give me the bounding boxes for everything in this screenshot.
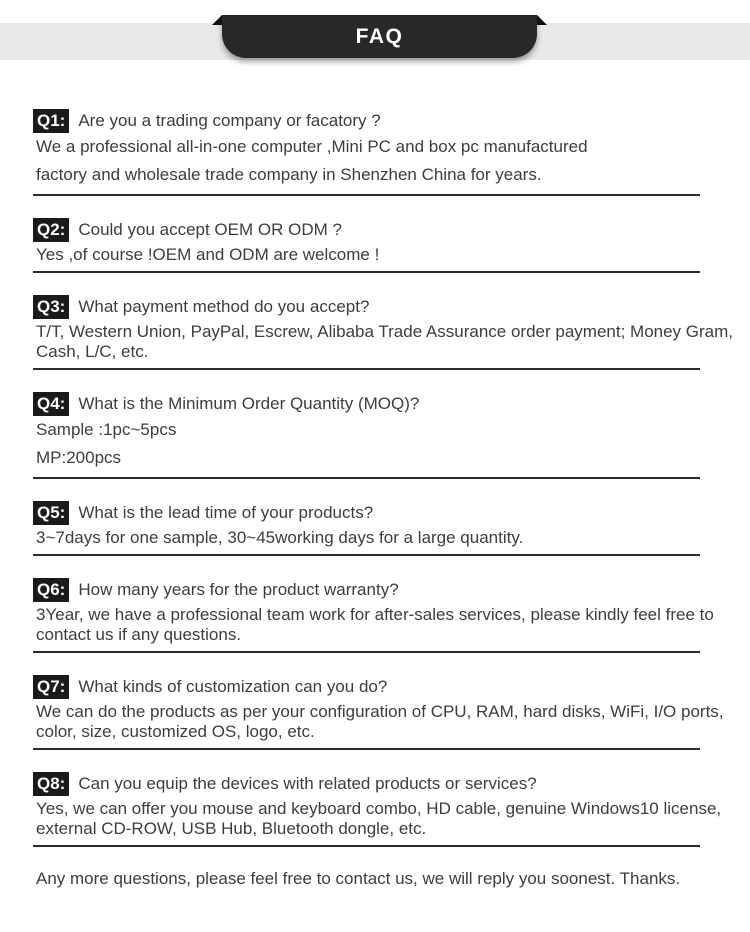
- question-badge: Q6:: [33, 578, 69, 602]
- question-text: Can you equip the devices with related products or services?: [78, 774, 537, 793]
- answer-text: [36, 799, 722, 839]
- separator-line: [33, 271, 700, 273]
- separator-line: [33, 651, 700, 653]
- question-row: [33, 772, 700, 796]
- answer-text: [36, 528, 700, 548]
- question-badge: Q3:: [33, 295, 69, 319]
- separator-line: [33, 845, 700, 847]
- faq-item: [33, 218, 700, 273]
- question-text: What is the Minimum Order Quantity (MOQ)?: [78, 394, 420, 413]
- question-badge: Q4:: [33, 392, 69, 416]
- question-row: [33, 578, 700, 602]
- question-row: [33, 501, 700, 525]
- faq-ribbon: [222, 15, 537, 58]
- faq-header: [0, 0, 750, 62]
- answer-line: We a professional all-in-one computer ,Mini PC and box pc manufactured: [36, 137, 588, 156]
- question-row: [33, 392, 700, 416]
- separator-line: [33, 554, 700, 556]
- question-row: [33, 675, 700, 699]
- answer-text: [36, 322, 733, 362]
- question-text: Could you accept OEM OR ODM ?: [78, 220, 342, 239]
- faq-item: [33, 501, 700, 556]
- separator-line: [33, 748, 700, 750]
- answer-line: Yes, we can offer you mouse and keyboard combo, HD cable, genuine Windows10 license,: [36, 799, 722, 818]
- question-text: What kinds of customization can you do?: [78, 677, 388, 696]
- question-text: What payment method do you accept?: [78, 297, 370, 316]
- faq-content: [0, 62, 750, 889]
- answer-text: [36, 605, 714, 645]
- question-badge: Q5:: [33, 501, 69, 525]
- faq-item: [33, 578, 714, 653]
- separator-line: [33, 477, 700, 479]
- faq-list: [33, 109, 733, 847]
- question-row: [33, 295, 700, 319]
- answer-text: [36, 420, 700, 468]
- question-badge: Q2:: [33, 218, 69, 242]
- answer-line: Yes ,of course !OEM and ODM are welcome !: [36, 245, 380, 264]
- separator-line: [33, 194, 700, 196]
- answer-line: contact us if any questions.: [36, 625, 242, 644]
- question-badge: Q8:: [33, 772, 69, 796]
- footer-note: Any more questions, please feel free to contact us, we will reply you soonest. Thanks.: [36, 869, 681, 888]
- answer-line: color, size, customized OS, logo, etc.: [36, 722, 315, 741]
- answer-line: external CD-ROW, USB Hub, Bluetooth dongle, etc.: [36, 819, 427, 838]
- question-badge: Q7:: [33, 675, 69, 699]
- faq-item: [33, 109, 700, 196]
- answer-line: 3~7days for one sample, 30~45working days for a large quantity.: [36, 528, 524, 547]
- answer-text: [36, 245, 700, 265]
- question-text: Are you a trading company or facatory ?: [78, 111, 381, 130]
- answer-line: Cash, L/C, etc.: [36, 342, 149, 361]
- separator-line: [33, 368, 700, 370]
- answer-line: MP:200pcs: [36, 448, 122, 467]
- answer-text: [36, 137, 700, 185]
- ribbon-fold-right-icon: [537, 15, 547, 25]
- question-text: How many years for the product warranty?: [78, 580, 399, 599]
- answer-line: We can do the products as per your configuration of CPU, RAM, hard disks, WiFi, I/O ports,: [36, 702, 724, 721]
- answer-line: Sample :1pc~5pcs: [36, 420, 177, 439]
- faq-title: FAQ: [355, 24, 404, 48]
- answer-line: T/T, Western Union, PayPal, Escrew, Alibaba Trade Assurance order payment; Money Gram,: [36, 322, 733, 341]
- answer-line: factory and wholesale trade company in Shenzhen China for years.: [36, 165, 542, 184]
- faq-item: [33, 772, 722, 847]
- faq-item: [33, 295, 733, 370]
- question-row: [33, 109, 700, 133]
- faq-item: [33, 675, 724, 750]
- faq-item: [33, 392, 700, 479]
- answer-line: 3Year, we have a professional team work for after-sales services, please kindly feel free to: [36, 605, 714, 624]
- question-badge: Q1:: [33, 109, 69, 133]
- question-row: [33, 218, 700, 242]
- question-text: What is the lead time of your products?: [78, 503, 374, 522]
- answer-text: [36, 702, 724, 742]
- ribbon-fold-left-icon: [212, 15, 222, 25]
